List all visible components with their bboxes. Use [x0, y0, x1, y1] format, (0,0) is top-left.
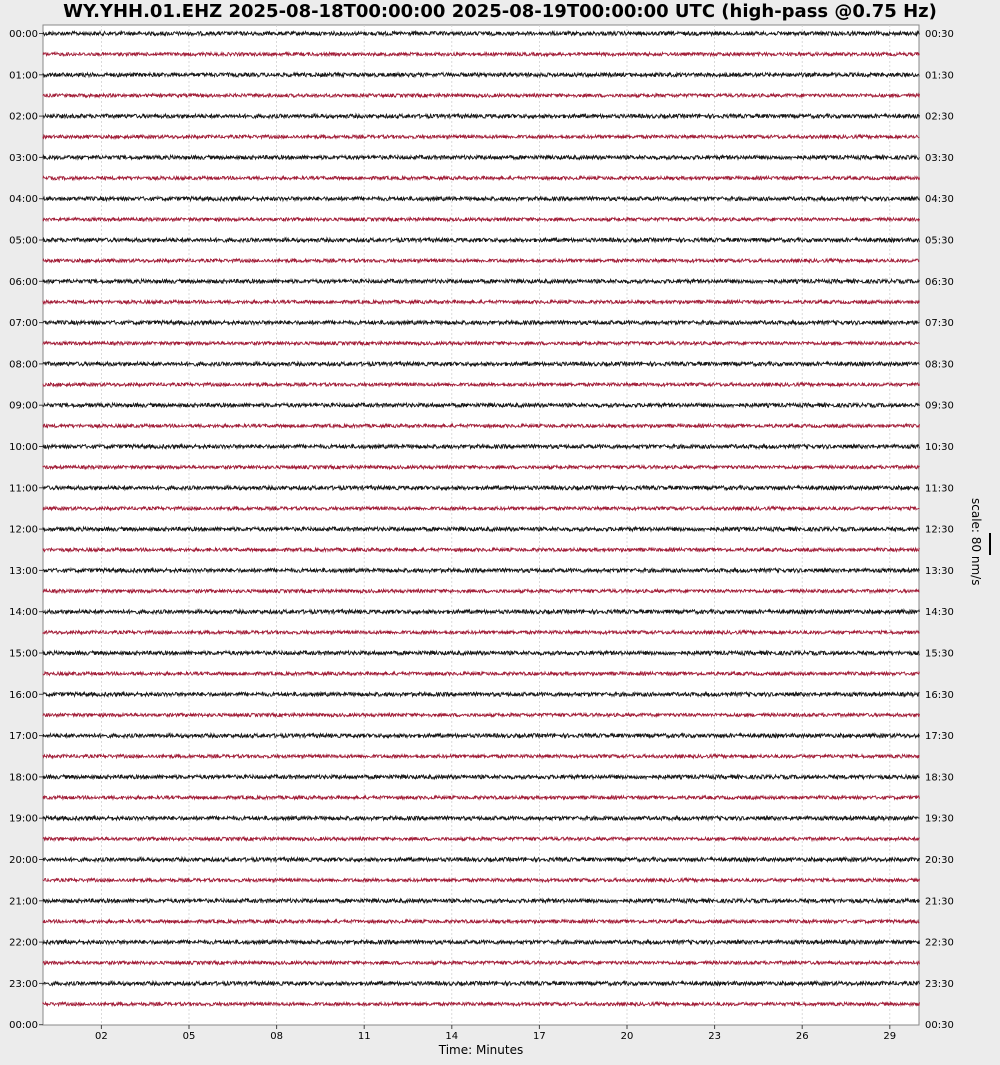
- left-time-label: 03:00: [9, 152, 38, 164]
- x-tick-label: 05: [182, 1031, 196, 1042]
- left-time-label: 14:00: [9, 607, 38, 619]
- right-time-label: 22:30: [925, 937, 954, 949]
- x-tick-label: 11: [357, 1031, 371, 1042]
- x-tick-label: 08: [270, 1031, 283, 1042]
- x-axis-label: Time: Minutes: [438, 1043, 524, 1057]
- scale-label: scale: 80 nm/s: [969, 498, 983, 586]
- right-time-label: 21:30: [925, 896, 954, 908]
- right-time-label: 01:30: [925, 70, 954, 82]
- right-time-label: 12:30: [925, 524, 954, 536]
- right-time-label: 10:30: [925, 442, 954, 453]
- left-time-label: 07:00: [9, 318, 38, 330]
- left-time-label: 00:00: [9, 1020, 38, 1032]
- right-time-label: 14:30: [925, 607, 954, 619]
- left-time-label: 23:00: [9, 978, 38, 990]
- left-time-label: 08:00: [9, 359, 38, 371]
- left-time-label: 02:00: [9, 111, 38, 123]
- left-time-label: 20:00: [9, 855, 38, 866]
- right-time-label: 11:30: [925, 483, 954, 495]
- right-time-label: 06:30: [925, 276, 954, 288]
- right-time-label: 09:30: [925, 400, 954, 412]
- left-time-label: 10:00: [9, 442, 38, 453]
- left-time-label: 22:00: [9, 937, 38, 949]
- left-time-label: 19:00: [9, 813, 38, 825]
- left-time-label: 00:00: [9, 29, 38, 40]
- left-time-label: 17:00: [9, 731, 38, 743]
- x-tick-label: 26: [795, 1031, 809, 1042]
- right-time-label: 08:30: [925, 359, 954, 371]
- x-tick-label: 02: [95, 1031, 108, 1042]
- right-time-label: 07:30: [925, 318, 954, 330]
- right-time-label: 18:30: [925, 772, 954, 784]
- left-time-label: 21:00: [9, 896, 38, 908]
- right-time-label: 17:30: [925, 731, 954, 743]
- right-time-label: 05:30: [925, 235, 954, 247]
- left-time-label: 05:00: [9, 235, 38, 247]
- x-tick-label: 14: [445, 1031, 459, 1042]
- left-time-label: 12:00: [9, 524, 38, 536]
- left-time-label: 16:00: [9, 689, 38, 701]
- left-time-label: 11:00: [9, 483, 38, 495]
- plot-area: [43, 25, 919, 1025]
- left-time-label: 09:00: [9, 400, 38, 412]
- left-time-label: 13:00: [9, 565, 38, 577]
- right-time-label: 04:30: [925, 194, 954, 206]
- left-time-label: 15:00: [9, 648, 38, 660]
- right-time-label: 15:30: [925, 648, 954, 660]
- right-time-label: 16:30: [925, 689, 954, 701]
- left-time-label: 04:00: [9, 194, 38, 206]
- right-time-label: 20:30: [925, 855, 954, 866]
- right-time-label: 02:30: [925, 111, 954, 123]
- x-tick-label: 29: [883, 1031, 897, 1042]
- left-time-label: 06:00: [9, 276, 38, 288]
- chart-title: WY.YHH.01.EHZ 2025-08-18T00:00:00 2025-08-19T00:00:00 UTC (high-pass @0.75 Hz): [63, 1, 937, 22]
- right-time-label: 00:30: [925, 1020, 954, 1032]
- x-tick-label: 23: [708, 1031, 721, 1042]
- right-time-label: 00:30: [925, 29, 954, 40]
- right-time-label: 13:30: [925, 565, 954, 577]
- left-time-label: 18:00: [9, 772, 38, 784]
- x-tick-label: 17: [533, 1031, 546, 1042]
- left-time-label: 01:00: [9, 70, 38, 82]
- x-tick-label: 20: [620, 1031, 634, 1042]
- right-time-label: 23:30: [925, 978, 954, 990]
- right-time-label: 19:30: [925, 813, 954, 825]
- right-time-label: 03:30: [925, 152, 954, 164]
